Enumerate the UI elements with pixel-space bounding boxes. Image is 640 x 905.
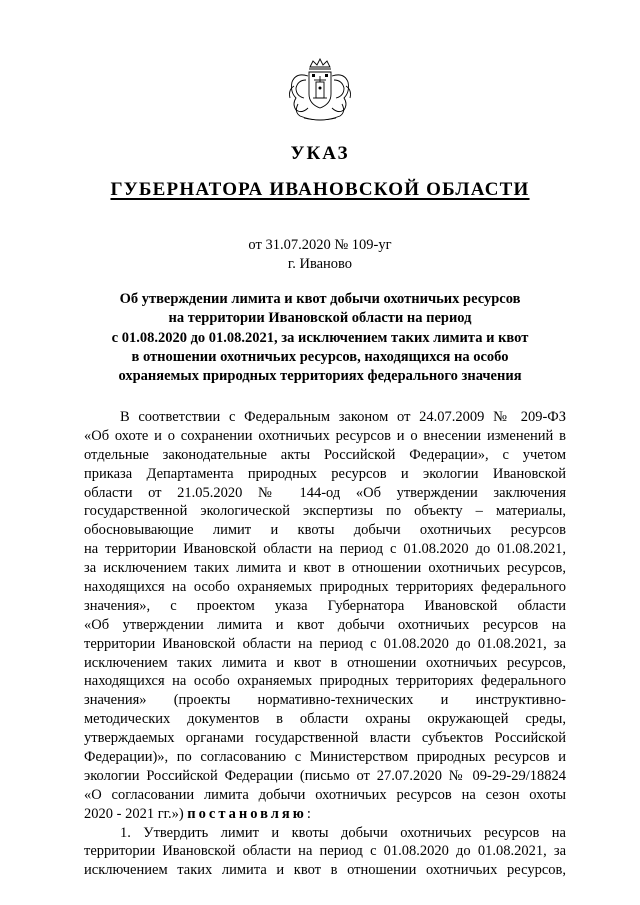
body-line: обосновывающие лимит и квоты добычи охотничьих ресурсов	[84, 522, 566, 539]
body-line: «Об утверждении лимита и квот добычи охотничьих ресурсов на	[84, 616, 566, 633]
subject-line: на территории Ивановской области на период	[168, 310, 472, 327]
subject-line: в отношении охотничьих ресурсов, находящихся на особо	[131, 348, 509, 365]
body-line: методических документов в области охраны окружающей среды,	[84, 711, 566, 728]
body-line: «О согласовании лимита добычи охотничьих ресурсов на сезон охоты	[84, 786, 566, 803]
item-1-line: 1. Утвердить лимит и квоты добычи охотничьих ресурсов на	[120, 824, 566, 841]
body-line: значения», с проектом указа Губернатора Ивановской области	[84, 597, 566, 614]
document-body	[84, 408, 566, 880]
body-line: Федерации)», по согласованию с Министерством природных ресурсов и	[84, 749, 566, 766]
body-line: В соответствии с Федеральным законом от 24.07.2009 № 209-ФЗ	[120, 409, 566, 425]
body-line: приказа Департамента природных ресурсов и экологии Ивановской	[84, 465, 566, 482]
body-line-resolve	[84, 805, 566, 824]
subject-line: Об утверждении лимита и квот добычи охотничьих ресурсов	[119, 291, 521, 307]
body-line: экологии Российской Федерации (письмо от 27.07.2020 № 09-29-29/18824	[84, 767, 566, 784]
body-line: государственной экологической экспертизы по объекту – материалы,	[84, 503, 566, 520]
body-line: на территории Ивановской области на период с 01.08.2020 до 01.08.2021,	[84, 541, 566, 558]
body-line: «Об охоте и о сохранении охотничьих ресурсов и о внесении изменений в	[84, 427, 566, 444]
subject-line: охраняемых природных территориях федерального значения	[118, 368, 522, 385]
body-line: значения» (проекты нормативно-технических и инструктивно-	[84, 692, 566, 709]
document-title: УКАЗ	[290, 143, 350, 164]
body-line: области от 21.05.2020 № 144-од «Об утверждении заключения	[84, 484, 566, 501]
item-1-line: исключением таких лимита и квот в отношении охотничьих ресурсов,	[84, 862, 566, 879]
body-line: утверждаемых органами государственной власти субъектов Российской	[84, 730, 566, 747]
body-line: находящихся на особо охраняемых природных территориях федерального	[84, 673, 566, 690]
document-city: г. Иваново	[287, 256, 353, 272]
body-line: отдельные законодательные акты Российской Федерации», с учетом	[84, 446, 566, 463]
subject-line: с 01.08.2020 до 01.08.2021, за исключением таких лимита и квот	[111, 329, 529, 346]
body-line: находящихся на особо охраняемых природных территориях федерального	[84, 579, 566, 596]
body-line: территории Ивановской области на период с 01.08.2020 до 01.08.2021, за	[84, 635, 566, 652]
document-subject	[100, 290, 540, 386]
item-1-line: территории Ивановской области на период с 01.08.2020 до 01.08.2021, за	[84, 843, 566, 860]
document-issuer: ГУБЕРНАТОРА ИВАНОВСКОЙ ОБЛАСТИ	[110, 179, 530, 200]
body-line: исключением таких лимита и квот в отношении охотничьих ресурсов,	[84, 654, 566, 671]
document-date-number: от 31.07.2020 № 109-уг	[248, 237, 392, 253]
coat-of-arms-icon	[286, 58, 354, 124]
resolve-punct: :	[306, 805, 311, 822]
body-line: за исключением таких лимита и квот в отношении охотничьих ресурсов,	[84, 560, 566, 577]
body-line: 2020 - 2021 гг.»)	[84, 805, 184, 822]
resolve-word: постановляю	[187, 805, 307, 822]
